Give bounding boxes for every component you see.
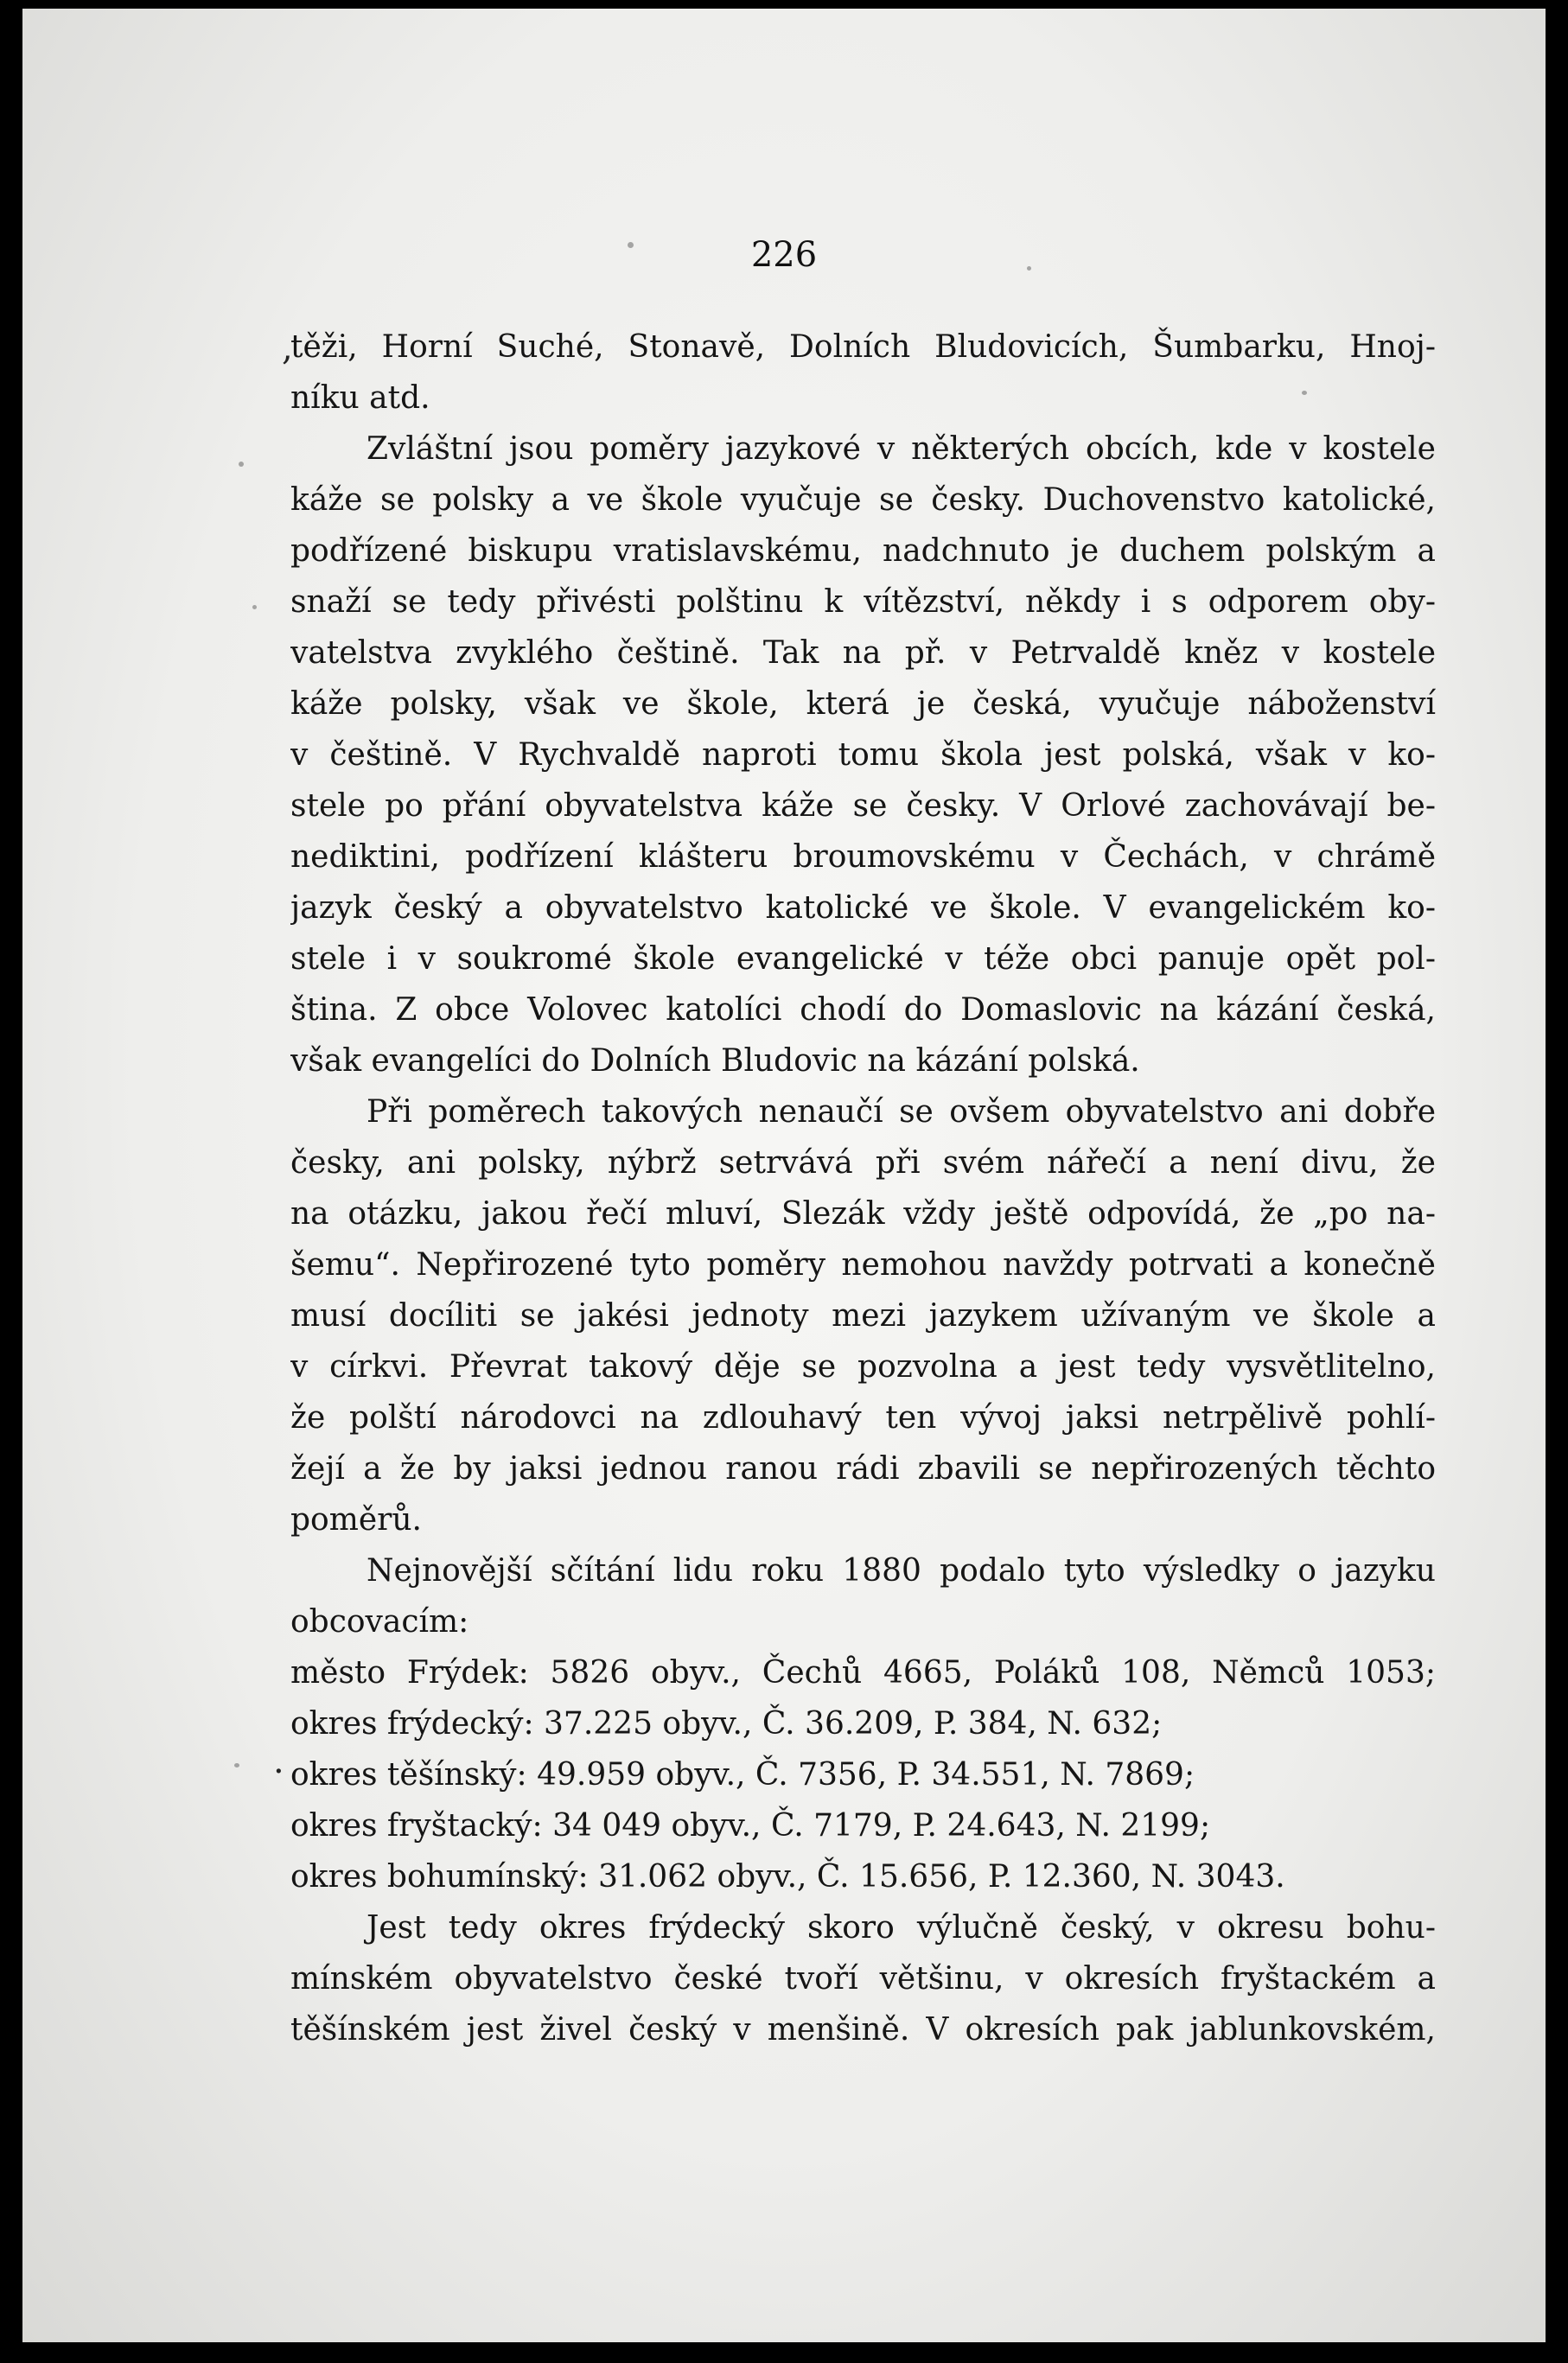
text-line: česky, ani polsky, nýbrž setrvává při svém nářečí a není divu, že bbox=[290, 1145, 1436, 1181]
text-line: že polští národovci na zdlouhavý ten vývoj jaksi netrpělivě pohlí- bbox=[290, 1400, 1436, 1436]
text-line: v církvi. Převrat takový děje se pozvolna a jest tedy vysvětlitelno, bbox=[290, 1349, 1436, 1385]
text-line: Nejnovější sčítání lidu roku 1880 podalo tyto výsledky o jazyku bbox=[367, 1553, 1436, 1589]
dust-speck bbox=[239, 462, 244, 467]
text-line: žejí a že by jaksi jednou ranou rádi zbavili se nepřirozených těchto bbox=[290, 1451, 1436, 1487]
page-number: 226 bbox=[750, 235, 818, 275]
text-line: stele i v soukromé škole evangelické v téže obci panuje opět pol- bbox=[290, 941, 1436, 977]
text-line: Jest tedy okres frýdecký skoro výlučně český, v okresu bohu- bbox=[367, 1910, 1436, 1946]
margin-comma: , bbox=[282, 328, 293, 368]
text-line: ština. Z obce Volovec katolíci chodí do Domaslovic na kázání česká, bbox=[290, 992, 1436, 1028]
text-line: obcovacím: bbox=[290, 1604, 469, 1640]
margin-dot: . bbox=[273, 1742, 284, 1781]
text-line: káže polsky, však ve škole, která je česká, vyučuje náboženství bbox=[290, 686, 1436, 722]
text-line: na otázku, jakou řečí mluví, Slezák vždy ještě odpovídá, že „po na- bbox=[290, 1196, 1436, 1232]
text-line: poměrů. bbox=[290, 1502, 422, 1538]
text-line: podřízené biskupu vratislavskému, nadchnuto je duchem polským a bbox=[290, 533, 1436, 569]
dust-speck bbox=[234, 1763, 239, 1767]
census-line: okres bohumínský: 31.062 obyv., Č. 15.656, P. 12.360, N. 3043. bbox=[290, 1859, 1285, 1895]
book-page bbox=[22, 9, 1546, 2342]
text-line: těšínském jest živel český v menšině. V okresích pak jablunkovském, bbox=[290, 2012, 1436, 2048]
text-line: vatelstva zvyklého češtině. Tak na př. v Petrvaldě kněz v kostele bbox=[290, 635, 1436, 671]
text-line: snaží se tedy přivésti polštinu k vítězství, někdy i s odporem oby- bbox=[290, 584, 1436, 620]
text-line: šemu“. Nepřirozené tyto poměry nemohou navždy potrvati a konečně bbox=[290, 1247, 1436, 1283]
text-line: mínském obyvatelstvo české tvoří většinu, v okresích fryštackém a bbox=[290, 1961, 1436, 1997]
text-line: těži, Horní Suché, Stonavě, Dolních Bludovicích, Šumbarku, Hnoj- bbox=[290, 329, 1436, 365]
text-line: níku atd. bbox=[290, 380, 430, 416]
census-line: okres fryštacký: 34 049 obyv., Č. 7179, P. 24.643, N. 2199; bbox=[290, 1808, 1211, 1844]
body-text bbox=[290, 322, 1436, 2055]
text-line: nediktini, podřízení klášteru broumovskému v Čechách, v chrámě bbox=[290, 839, 1436, 875]
census-line: okres frýdecký: 37.225 obyv., Č. 36.209, P. 384, N. 632; bbox=[290, 1706, 1163, 1742]
text-line: však evangelíci do Dolních Bludovic na kázání polská. bbox=[290, 1043, 1140, 1079]
text-line: jazyk český a obyvatelstvo katolické ve škole. V evangelickém ko- bbox=[290, 890, 1436, 926]
text-line: musí docíliti se jakési jednoty mezi jazykem užívaným ve škole a bbox=[290, 1298, 1436, 1334]
text-line: káže se polsky a ve škole vyučuje se česky. Duchovenstvo katolické, bbox=[290, 482, 1436, 518]
text-line: v češtině. V Rychvaldě naproti tomu škola jest polská, však v ko- bbox=[290, 737, 1436, 773]
dust-speck bbox=[252, 605, 257, 609]
census-line: okres těšínský: 49.959 obyv., Č. 7356, P. 34.551, N. 7869; bbox=[290, 1757, 1195, 1793]
text-line: stele po přání obyvatelstva káže se česky. V Orlové zachovávají be- bbox=[290, 788, 1436, 824]
text-line: Při poměrech takových nenaučí se ovšem obyvatelstvo ani dobře bbox=[367, 1094, 1436, 1130]
text-line: Zvláštní jsou poměry jazykové v některých obcích, kde v kostele bbox=[367, 431, 1436, 467]
census-line: město Frýdek: 5826 obyv., Čechů 4665, Poláků 108, Němců 1053; bbox=[290, 1655, 1436, 1691]
